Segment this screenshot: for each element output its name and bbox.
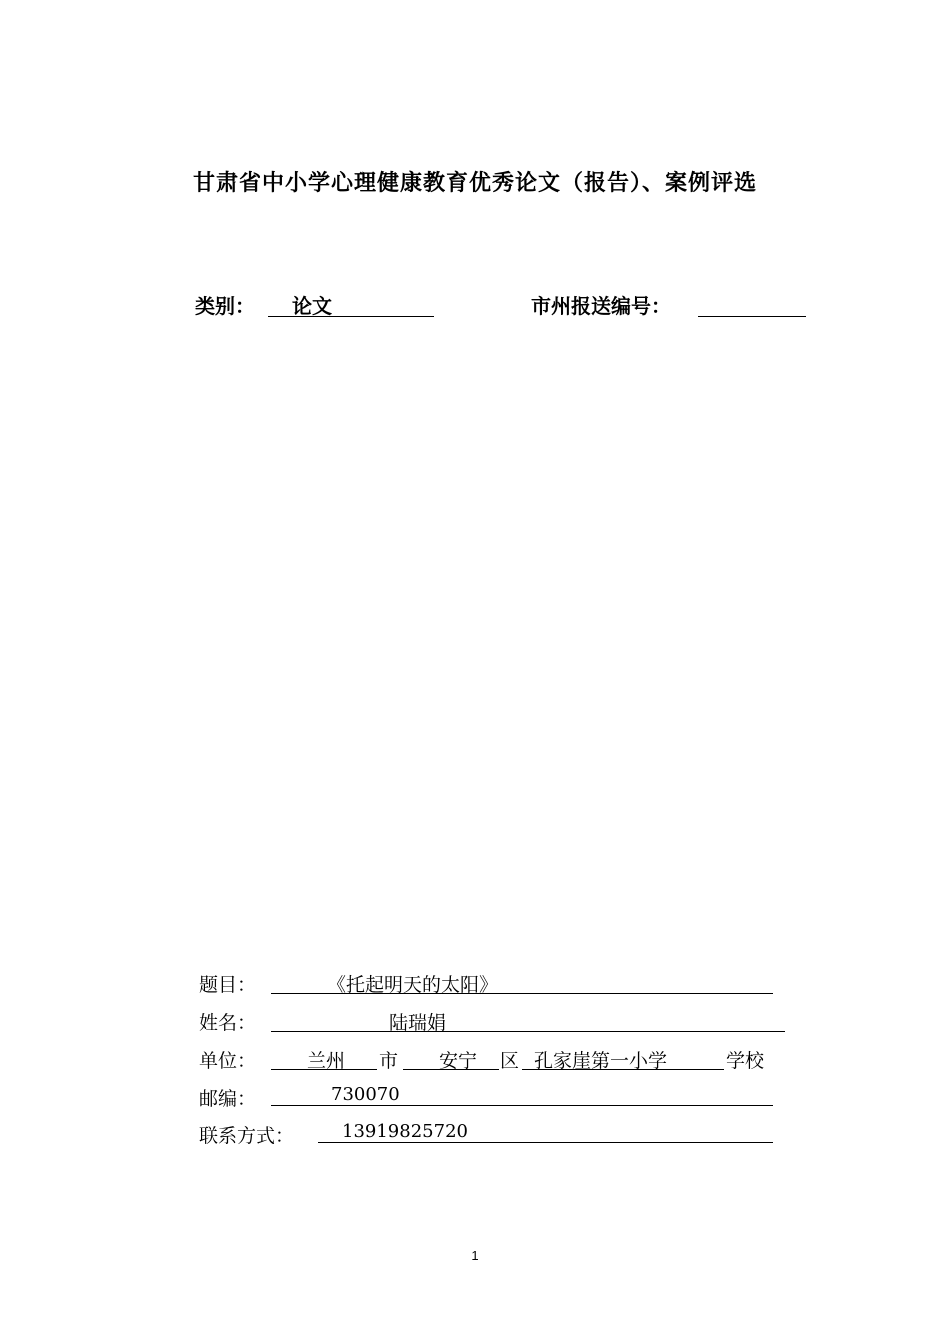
report-number-underline [698,316,806,317]
page-number: 1 [471,1248,479,1263]
category-label: 类别： [195,294,255,318]
category-value: 论文 [292,294,332,318]
contact-value: 13919825720 [342,1121,468,1142]
contact-label: 联系方式： [199,1125,295,1147]
postcode-underline [271,1105,773,1106]
report-number-label: 市州报送编号： [531,294,671,318]
name-label: 姓名： [199,1012,257,1034]
unit-label: 单位： [199,1050,257,1072]
document-title: 甘肃省中小学心理健康教育优秀论文（报告）、案例评选 [192,171,757,196]
unit-school: 孔家崖第一小学 [534,1050,668,1072]
unit-district-suffix: 区 [500,1050,520,1072]
postcode-value: 730070 [331,1084,400,1105]
postcode-label: 邮编： [199,1088,257,1110]
unit-school-suffix: 学校 [726,1050,765,1072]
unit-district: 安宁 [439,1050,478,1072]
unit-city: 兰州 [307,1050,346,1072]
topic-value: 《托起明天的太阳》 [327,974,499,996]
name-value: 陆瑞娟 [389,1012,447,1034]
unit-city-suffix: 市 [379,1050,399,1072]
name-underline [271,1031,785,1032]
contact-underline [318,1142,773,1143]
topic-label: 题目： [199,974,257,996]
